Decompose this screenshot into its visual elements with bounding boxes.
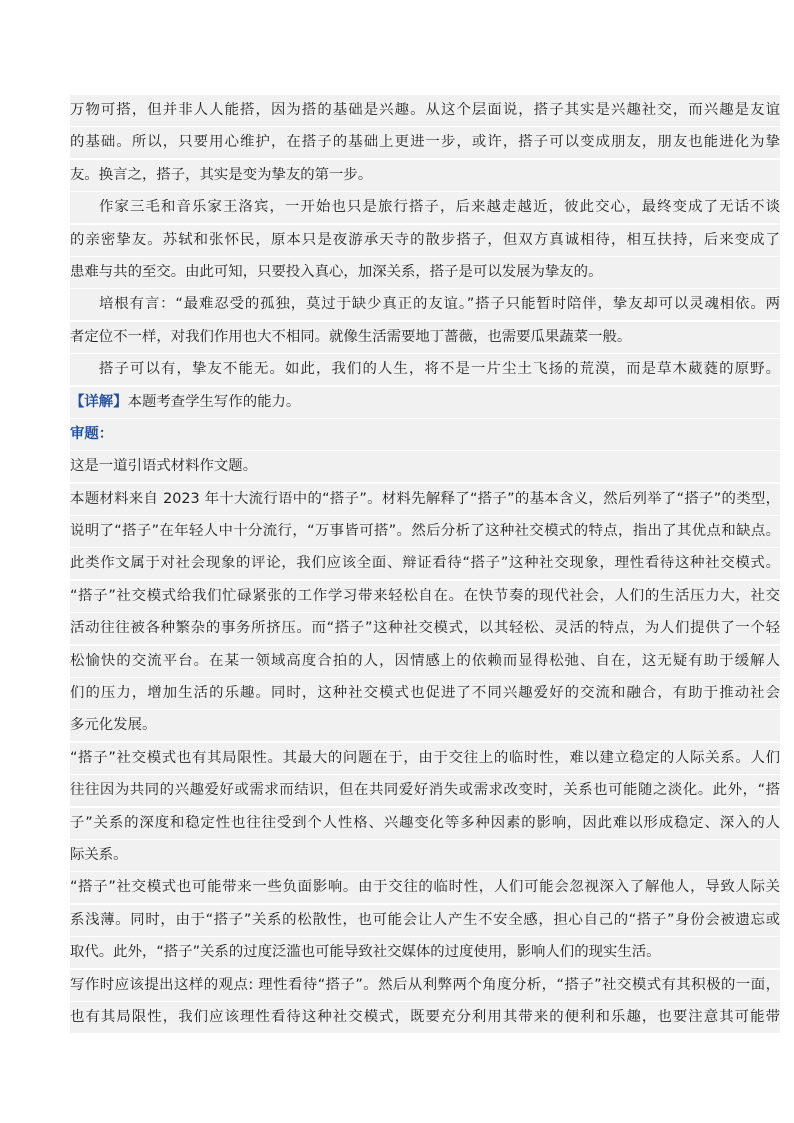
text-line [70,192,780,223]
line-text: 此类作文属于对社会现象的评论，我们应该全面、辩证看待“搭子”这种社交现象，理性看待这种社交模式。 [70,555,780,572]
line-text: 的基础。所以，只要用心维护，在搭子的基础上更进一步，或许，搭子可以变成朋友，朋友也能进化为挚 [70,134,780,151]
line-text: 友。换言之，搭子，其实是变为挚友的第一步。 [70,166,373,183]
line-text: 培根有言：“最难忍受的孤独，莫过于缺少真正的友谊。”搭子只能暂时陪伴，挚友却可以灵魂相依。两 [99,296,780,313]
line-text: “搭子”社交模式给我们忙碌紧张的工作学习带来轻松自在。在快节奏的现代社会，人们的生活压力大，社交 [70,587,780,604]
line-text: 松愉快的交流平台。在某一领域高度合拍的人，因情感上的依赖而显得松弛、自在，这无疑有助于缓解人 [70,652,780,669]
line-text: 万物可搭，但并非人人能搭，因为搭的基础是兴趣。从这个层面说，搭子其实是兴趣社交，而兴趣是友谊 [70,102,780,118]
line-text: 们的压力，增加生活的乐趣。同时，这种社交模式也促进了不同兴趣爱好的交流和融合，有助于推动社会 [70,685,780,702]
text-line [70,95,780,126]
text-line [70,613,780,644]
text-line [70,808,780,839]
text-line [70,743,780,774]
line-text: 多元化发展。 [70,717,157,734]
document-page [70,95,780,1034]
line-text: 子”关系的深度和稳定性也往往受到个人性格、兴趣变化等多种因素的影响，因此难以形成稳定、深入的人 [70,814,780,831]
text-line [70,225,780,256]
line-text: 作家三毛和音乐家王洛宾，一开始也只是旅行搭子，后来越走越近，彼此交心，最终变成了无话不谈 [99,199,780,216]
line-text: 搭子可以有，挚友不能无。如此，我们的人生，将不是一片尘土飞扬的荒漠，而是草木葳蕤的原野。 [99,361,780,378]
text-line [70,160,780,191]
line-text: 的亲密挚友。苏轼和张怀民，原本只是夜游承天寺的散步搭子，但双方真诚相待，相互扶持，后来变成了 [70,231,780,248]
line-text: 系浅薄。同时，由于“搭子”关系的松散性，也可能会让人产生不安全感，担心自己的“搭子”身份会被遗忘或 [70,911,780,928]
section-tag: 【详解】 [70,393,128,410]
text-line [70,710,780,741]
text-line [70,678,780,709]
text-line [70,581,780,612]
text-line [70,840,780,871]
line-text: 这是一道引语式材料作文题。 [70,458,258,475]
text-line [70,548,780,579]
line-text: 本题考查学生写作的能力。 [127,393,301,410]
line-text: 本题材料来自 2023 年十大流行语中的“搭子”。材料先解释了“搭子”的基本含义，然后列举了“搭子”的类型， [70,490,780,507]
text-line [70,354,780,385]
line-text: 活动往往被各种繁杂的事务所挤压。而“搭子”这种社交模式，以其轻松、灵活的特点，为人们提供了一个轻 [70,620,780,637]
text-line [70,516,780,547]
text-line [70,872,780,903]
text-line [70,775,780,806]
text-line [70,257,780,288]
line-text: 往往因为共同的兴趣爱好或需求而结识，但在共同爱好消失或需求改变时，关系也可能随之淡化。此外，“搭 [70,782,780,799]
line-text: 审题： [70,425,114,442]
line-text: 说明了“搭子”在年轻人中十分流行，“万事皆可搭”。然后分析了这种社交模式的特点，指出了其优点和缺点。 [70,523,780,540]
line-text: 取代。此外，“搭子”关系的过度泛滥也可能导致社交媒体的过度使用，影响人们的现实生活。 [70,944,661,961]
text-line [70,387,780,418]
text-line [70,1002,780,1033]
text-line [70,937,780,968]
text-line [70,970,780,1001]
line-text: 也有其局限性，我们应该理性看待这种社交模式，既要充分利用其带来的便利和乐趣，也要注意其可能带 [70,1008,780,1025]
text-line [70,451,780,482]
line-text: “搭子”社交模式也有其局限性。其最大的问题在于，由于交往上的临时性，难以建立稳定的人际关系。人们 [70,749,780,766]
text-line [70,484,780,515]
text-line [70,322,780,353]
text-line [70,905,780,936]
line-text: 者定位不一样，对我们作用也大不相同。就像生活需要地丁蔷薇，也需要瓜果蔬菜一般。 [70,328,632,345]
text-line [70,646,780,677]
text-line [70,419,780,450]
line-text: “搭子”社交模式也可能带来一些负面影响。由于交往的临时性，人们可能会忽视深入了解他人，导致人际关 [70,879,780,896]
text-line [70,289,780,320]
text-line [70,127,780,158]
line-text: 写作时应该提出这样的观点: 理性看待“搭子”。然后从利弊两个角度分析，“搭子”社交模式有其积极的一面， [70,976,780,993]
line-text: 患难与共的至交。由此可知，只要投入真心，加深关系，搭子是可以发展为挚友的。 [70,263,603,280]
line-text: 际关系。 [70,846,128,863]
